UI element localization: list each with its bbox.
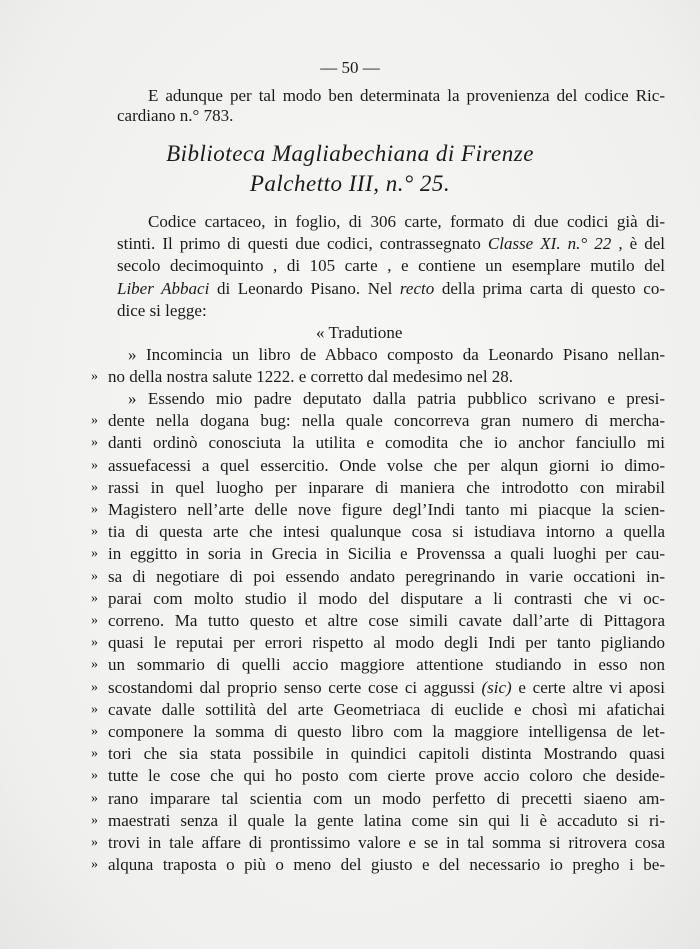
text-segment: rano imparare tal scientia com un modo perfetto di precetti siaeno am- [108,788,665,808]
italic-text: recto [399,278,435,298]
text-segment: della prima carta di questo co- [441,278,665,298]
text-segment: secolo decimoquinto , di 105 carte , e contiene un esemplare mutilo del [117,256,665,276]
text-segment: sa di negotiare di poi essendo andato peregrinando in varie occationi in- [108,566,665,586]
quote-line [108,478,665,498]
text-segment: trovi in tale affare di prontissimo valore e se in tal somma si ritrovera cosa [108,833,665,852]
quote-line [108,522,665,542]
quote-continuation-mark: » [91,679,98,695]
description-line [117,234,665,254]
quote-continuation-mark: » [91,568,98,584]
quote-line [128,345,665,365]
quote-heading: « Tradutione [316,323,403,342]
quote-line [108,500,665,520]
text-segment: danti ordinò conosciuta la utilita e comodita che io anchor fanciullo mi [108,433,665,453]
quote-line [108,833,665,853]
text-segment: no della nostra salute 1222. e corretto dal medesimo nel 28. [108,367,514,386]
text-segment: Codice cartaceo, in foglio, di 306 carte, formato di due codici già di- [148,212,665,231]
quote-continuation-mark: » [91,502,98,517]
quote-continuation-mark: » [91,835,98,850]
text-segment: E adunque per tal modo ben determinata la provenienza del codice Ric- [148,86,665,105]
quote-line [108,589,665,609]
text-segment: componere la somma di questo libro com la maggiore intelligensa de let- [108,722,665,741]
intro-line: cardiano n.° 783. [117,106,234,125]
text-segment: rassi in quel luogho per inparare di maniera che introdotto con mirabil [108,477,665,497]
text-segment: scostandomi dal proprio senso certe cose ci aggussi [108,677,482,697]
quote-continuation-mark: » [91,479,98,495]
quote-line [108,855,665,875]
text-segment: dice si legge: [117,300,207,320]
quote-line [108,789,665,809]
text-segment: tori che sia stata possibile in quindici capitoli distinta Mostrando quasi [108,744,665,764]
quote-continuation-mark: » [91,369,98,384]
quote-continuation-mark: » [91,768,98,784]
quote-continuation-mark: » [91,635,98,651]
quote-continuation-mark: » [91,812,98,828]
quote-line [108,744,665,764]
quote-continuation-mark: » [91,546,98,562]
text-segment: quasi le reputai per errori rispetto al modo degli Indi per tanto pigliando [108,633,665,653]
quote-line [108,678,665,698]
text-segment: maestrati senza il quale la gente latina come sin qui li è accaduto si ri- [108,810,665,830]
quote-line [108,811,665,831]
text-segment: » Essendo mio padre deputato dalla patria pubblico scrivano e presi- [128,389,665,408]
intro-line [148,86,665,106]
quote-line [108,700,665,720]
quote-line [108,766,665,786]
page-number: — 50 — [320,58,380,77]
quote-continuation-mark: » [91,657,98,673]
description-line [117,279,665,299]
quote-continuation-mark: » [91,413,98,429]
italic-text: Classe XI. n.° 22 [487,234,612,254]
quote-continuation-mark: » [91,524,98,540]
italic-text: (sic) [481,677,512,697]
heading-library: Biblioteca Magliabechiana di Firenze [166,141,534,166]
text-segment: assuefacessi a quel essercitio. Onde volse che per alqun giorni io dimo- [108,455,665,475]
description-line [117,256,665,276]
text-segment: correno. Ma tutto questo et altre cose simili cavate dall’arte di Pittagora [108,611,665,630]
text-segment: un sommario di quelli accio maggiore attentione studiando in esso non [108,655,665,675]
quote-line [108,544,665,564]
quote-line [108,411,665,431]
quote-line [108,456,665,476]
quote-continuation-mark: » [91,701,98,717]
text-segment: cavate dalle sottilità del arte Geometriaca di euclide e chosì mi afatichai [108,699,665,719]
text-segment: , è del [618,234,665,254]
text-segment: in eggitto in soria in Grecia in Sicilia e Provenssa a quali luoghi per cau- [108,544,665,564]
quote-continuation-mark: » [91,613,98,628]
text-segment: di Leonardo Pisano. Nel [216,278,400,298]
text-segment: dente nella dogana bug: nella quale concorreva gran numero di mercha- [108,411,665,431]
quote-line [108,433,665,453]
text-segment: parai com molto studio il modo del disputare a li contrasti che vi oc- [108,588,665,608]
description-line [148,212,665,232]
quote-line [108,655,665,675]
text-segment: tutte le cose che qui ho posto com cierte prove accio coloro che deside- [108,766,665,786]
italic-text: Liber Abbaci [117,278,210,298]
text-segment: tia di questa arte che intesi qualunque cosa si istudiava intorno a quella [108,522,665,542]
quote-line [108,367,665,387]
text-segment: alquna traposta o più o meno del giusto e del necessario io pregho i be- [108,855,665,875]
description-line [117,301,665,321]
quote-continuation-mark: » [91,746,98,762]
quote-continuation-mark: » [91,724,98,739]
quote-line [108,722,665,742]
quote-continuation-mark: » [91,457,98,473]
quote-line [108,567,665,587]
quote-continuation-mark: » [91,435,98,451]
quote-continuation-mark: » [91,590,98,606]
text-segment: stinti. Il primo di questi due codici, contrassegnato [117,234,488,254]
quote-line [108,633,665,653]
quote-continuation-mark: » [91,857,98,873]
heading-shelfmark: Palchetto III, n.° 25. [249,171,451,196]
quote-line [108,611,665,631]
text-segment: Magistero nell’arte delle nove figure degl’Indi tanto mi piacque la scien- [108,500,665,519]
quote-line [128,389,665,409]
text-segment: e certe altre vi aposi [518,677,665,697]
quote-continuation-mark: » [91,790,98,806]
text-segment: » Incomincia un libro de Abbaco composto da Leonardo Pisano nellan- [128,345,665,364]
